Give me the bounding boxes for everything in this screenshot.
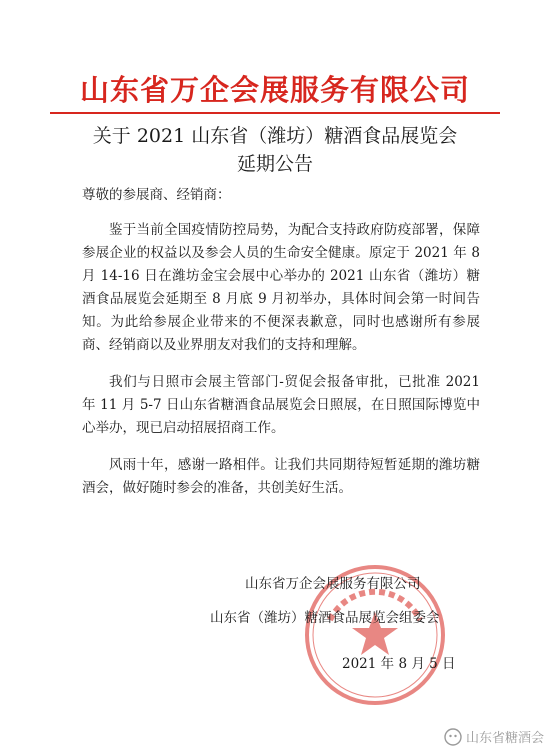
title-line-2: 延期公告 — [236, 153, 313, 175]
letterhead-rule — [50, 112, 500, 114]
document-title — [0, 122, 550, 178]
watermark-text: 山东省糖酒会 — [465, 731, 544, 746]
title-line-1: 关于 2021 山东省（潍坊）糖酒食品展览会 — [92, 125, 458, 147]
letterhead-company-name: 山东省万企会展服务有限公司 — [79, 73, 470, 107]
signature-committee: 山东省（潍坊）糖酒食品展览会组委会 — [210, 610, 440, 626]
salutation: 尊敬的参展商、经销商： — [82, 187, 231, 203]
watermark — [444, 727, 544, 746]
wechat-icon — [444, 728, 462, 746]
signature-company: 山东省万企会展服务有限公司 — [245, 576, 421, 592]
paragraph-2: 我们与日照市会展主管部门-贸促会报备审批，已批准 2021 年 11 月 5-7 日山东省糖酒食品展览会日照展，在日照国际博览中心举办，现已启动招展招商工作。 — [82, 374, 480, 436]
document-body — [82, 184, 480, 514]
paragraph-3: 风雨十年，感谢一路相伴。让我们共同期待短暂延期的潍坊糖酒会，做好随时参会的准备，共创美好生活。 — [82, 457, 480, 496]
paragraph-1: 鉴于当前全国疫情防控局势，为配合支持政府防疫部署，保障参展企业的权益以及参会人员的生命安全健康。原定于 2021 年 8 月 14-16 日在潍坊金宝会展中心举办的 2021 山东省（潍坊）糖酒食品展览会延期至 8 月底 9 月初举办，具体时间会第一时间告知。为此给参展企业带来的不便深表歉意，同时也感谢所有参展商、经销商以及业界朋友对我们的支持和理解。 — [82, 222, 480, 353]
signature-date: 2021 年 8 月 5 日 — [342, 656, 456, 672]
